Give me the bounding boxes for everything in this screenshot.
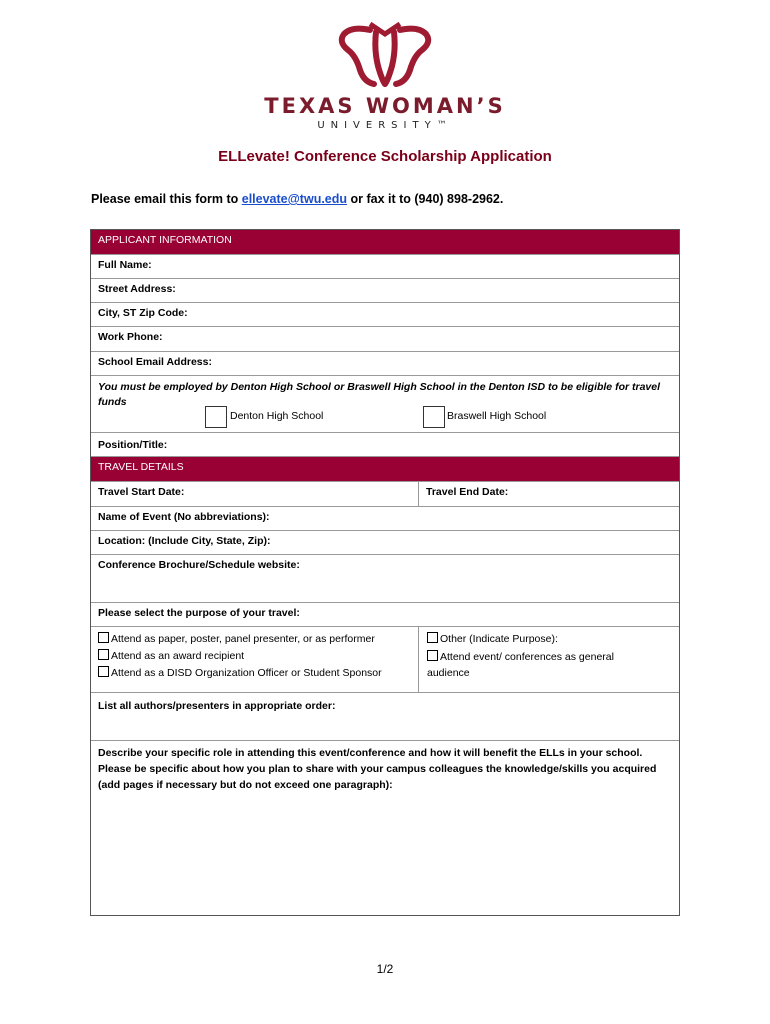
checkbox-icon[interactable] [427,632,438,643]
purpose-label: Please select the purpose of your travel: [91,603,679,627]
school-email-field[interactable]: School Email Address: [91,352,679,376]
denton-high-label: Denton High School [230,410,324,422]
position-title-field[interactable]: Position/Title: [91,433,679,457]
instructions [91,192,503,206]
checkbox-icon[interactable] [98,649,109,660]
purpose-option-presenter-label: Attend as paper, poster, panel presenter, or as performer [111,633,375,645]
purpose-option-presenter[interactable] [98,632,375,645]
travel-start-date-field[interactable]: Travel Start Date: [98,486,185,498]
document-title: ELLevate! Conference Scholarship Application [218,148,552,165]
purpose-option-audience-label: Attend event/ conferences as general audience [427,651,614,679]
checkbox-icon[interactable] [98,632,109,643]
instructions-before: Please email this form to [91,192,242,206]
event-name-field[interactable]: Name of Event (No abbreviations): [91,507,679,531]
university-logo [0,20,770,131]
purpose-option-officer-label: Attend as a DISD Organization Officer or Student Sponsor [111,667,382,679]
purpose-option-other[interactable] [427,632,558,645]
applicant-section-header: APPLICANT INFORMATION [91,230,679,255]
checkbox-icon[interactable] [98,666,109,677]
location-field[interactable]: Location: (Include City, State, Zip): [91,531,679,555]
travel-end-date-field[interactable]: Travel End Date: [426,486,509,498]
full-name-field[interactable]: Full Name: [91,255,679,279]
braswell-high-checkbox[interactable] [423,406,445,428]
eligibility-note: You must be employed by Denton High School or Braswell High School in the Denton ISD to be eligible for travel funds [98,381,661,408]
purpose-option-award-label: Attend as an award recipient [111,650,245,662]
email-link[interactable]: ellevate@twu.edu [241,192,348,206]
purpose-divider [418,627,419,692]
logo-title: TEXAS WOMAN’S [264,94,506,118]
travel-section-header: TRAVEL DETAILS [91,457,679,482]
travel-dates-row [91,482,679,507]
instructions-after: or fax it to (940) 898-2962. [347,192,504,206]
authors-field[interactable]: List all authors/presenters in appropriate order: [91,693,679,741]
website-field[interactable]: Conference Brochure/Schedule website: [91,555,679,603]
page-number: 1/2 [376,962,394,976]
braswell-high-label: Braswell High School [447,410,547,422]
school-eligibility-row [91,376,679,433]
purpose-option-audience[interactable] [427,649,642,681]
purpose-option-other-label: Other (Indicate Purpose): [440,633,558,645]
work-phone-field[interactable]: Work Phone: [91,327,679,352]
city-state-zip-field[interactable]: City, ST Zip Code: [91,303,679,327]
purpose-options-row [91,627,679,693]
purpose-option-officer[interactable] [98,666,382,679]
purpose-option-award[interactable] [98,649,244,662]
logo-subtitle: UNIVERSITY™ [317,120,453,131]
date-divider [418,482,419,506]
denton-high-checkbox[interactable] [205,406,227,428]
checkbox-icon[interactable] [427,650,438,661]
application-form [90,229,680,916]
role-description-field[interactable]: Describe your specific role in attending this event/conference and how it will benefit the ELLs in your school. Please be specific about how you plan to share with your campus colleagues the knowledge/skills you acquired (add pages if necessary but do not exceed one paragraph): [98,747,657,791]
twu-emblem-icon [330,20,440,92]
street-address-field[interactable]: Street Address: [91,279,679,303]
